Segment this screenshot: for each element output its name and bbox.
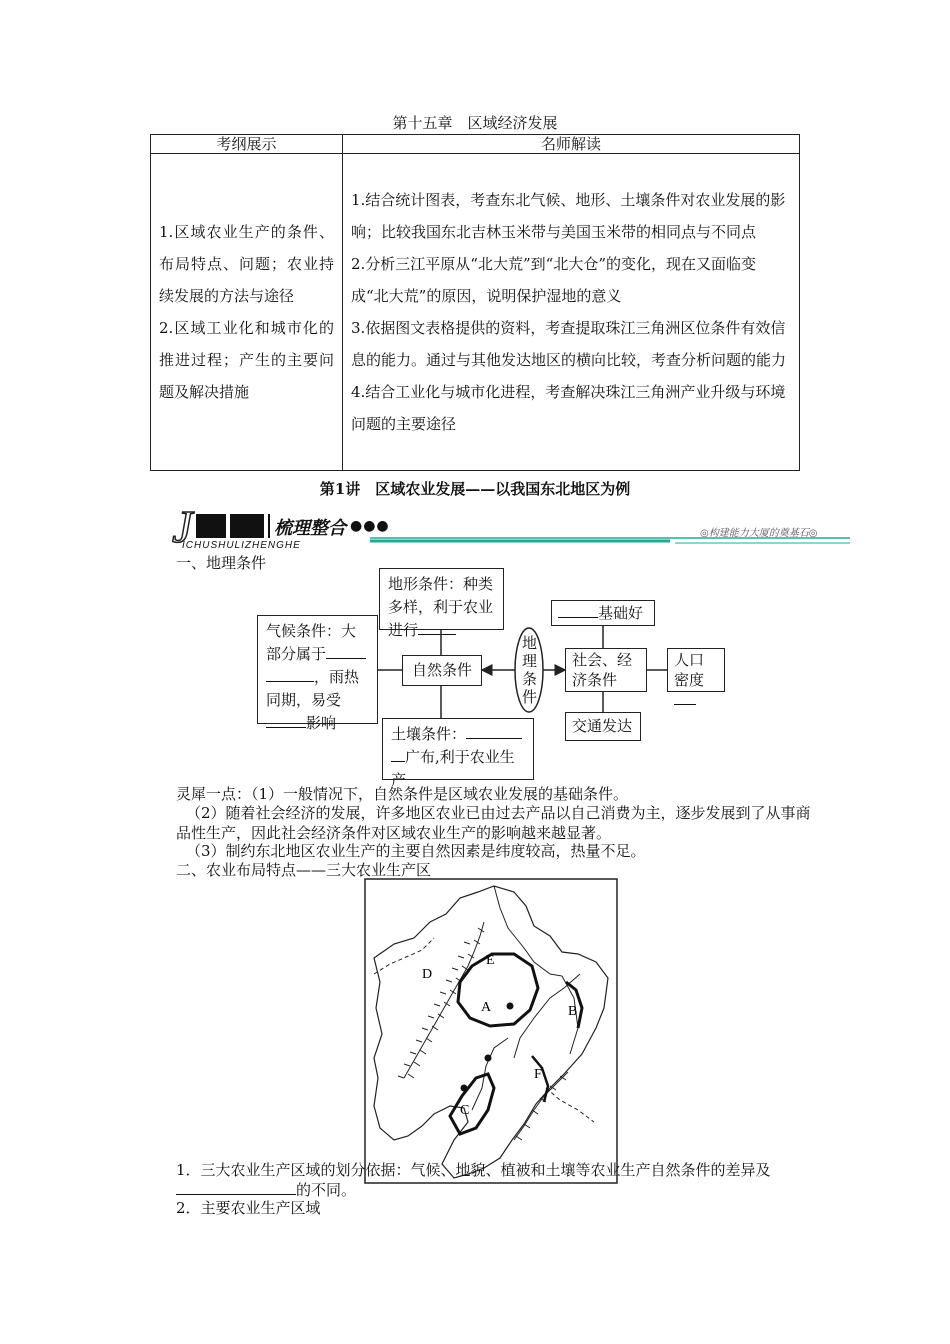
terrain-blank [418,634,456,635]
climate-blank-1 [326,658,366,659]
item-1-blank [176,1194,296,1195]
section-agri-layout: 二、农业布局特点——三大农业生产区 [176,861,432,879]
population-box [667,648,725,692]
map-label-c: C [460,1103,470,1118]
chapter-title: 第十五章 区域经济发展 [392,114,558,132]
interpretation-item: 4.结合工业化与城市化进程，考查解决珠江三角洲产业升级与环境问题的主要途径 [351,383,786,433]
climate-box [257,615,378,732]
social-conditions-box [565,648,647,692]
climate-blank-2 [266,681,314,682]
interpretation-item: 1.结合统计图表，考查东北气候、地形、土壤条件对农业发展的影响；比较我国东北吉林玉米带与美国玉米带的相同点与不同点 [351,191,786,241]
population-text: 人口密度 [674,651,705,689]
item-2: 2．主要农业生产区域 [176,1199,321,1217]
map-label-f: F [534,1067,542,1082]
transport-text: 交通发达 [572,717,633,735]
banner-letter: J [172,501,193,552]
northeast-agri-map [364,878,618,1184]
transport-box [565,712,641,741]
lecture-title: 第1讲 区域农业发展——以我国东北地区为例 [319,480,631,498]
soil-text-1: 土壤条件： [391,725,467,743]
banner-slogan-text: 构建能力大厦的奠基石 [708,528,809,539]
item-1-text-b: 的不同。 [296,1181,357,1199]
section-geo-conditions: 一、地理条件 [176,554,267,572]
soil-blank-1 [466,738,522,739]
banner-dots: ●●● [350,518,390,534]
climate-text-3: 影响 [306,714,337,732]
natural-conditions-text: 自然条件 [411,661,472,679]
natural-conditions-box [402,655,482,686]
soil-box [382,718,534,789]
population-blank [674,704,696,705]
climate-text-1: 气候条件：大部分属于 [266,622,357,663]
map-label-e: E [486,953,495,968]
syllabus-item: 2.区域工业化和城市化的推进过程；产生的主要问题及解决措施 [159,319,334,401]
tip-1: 灵犀一点：（1）一般情况下，自然条件是区域农业发展的基础条件。 [176,785,629,803]
foundation-blank [558,617,598,618]
item-1-text-a: 1．三大农业生产区域的划分依据：气候、地貌、植被和土壤等农业生产自然条件的差异及 [176,1161,771,1179]
map-label-a: A [481,1000,492,1015]
social-conditions-text: 社会、经济条件 [572,651,633,689]
interpretation-item: 3.依据图文表格提供的资料，考查提取珠江三角洲区位条件有效信息的能力。通过与其他发达地区的横向比较，考查分析问题的能力 [351,319,787,369]
header-syllabus: 考纲展示 [151,135,343,154]
map-label-b: B [568,1004,578,1019]
climate-text-2: ，雨热同期，易受 [266,668,360,709]
item-1 [176,1160,816,1200]
header-interpretation: 名师解读 [343,135,800,154]
soil-text-2: 广布,利于农业生产 [391,748,515,789]
geo-conditions-center: 地理条件 [522,634,538,706]
banner-slogan: ◎构建能力大厦的奠基石◎ [700,528,818,539]
interpretation-item: 2.分析三江平原从“北大荒”到“北大仓”的变化，现在又面临变成“北大荒”的原因，说明保护湿地的意义 [351,255,756,305]
foundation-text: 基础好 [598,604,644,622]
map-label-d: D [422,967,433,982]
soil-blank-2 [391,761,405,762]
banner-pinyin: ICHUSHULIZHENGHE [182,540,301,551]
syllabus-item: 1.区域农业生产的条件、布局特点、问题；农业持续发展的方法与途径 [159,223,334,305]
tip-2: （2）随着社会经济的发展，许多地区农业已由过去产品以自己消费为主，逐步发展到了从事商品性生产，因此社会经济条件对区域农业生产的影响越来越显著。 [176,804,811,842]
banner-title: 梳理整合 [274,518,346,539]
climate-blank-3 [266,727,306,728]
tip-3: （3）制约东北地区农业生产的主要自然因素是纬度较高，热量不足。 [186,842,646,860]
foundation-box [551,600,655,626]
terrain-text: 地形条件：种类多样，利于农业进行 [388,575,494,639]
terrain-box [379,568,504,639]
